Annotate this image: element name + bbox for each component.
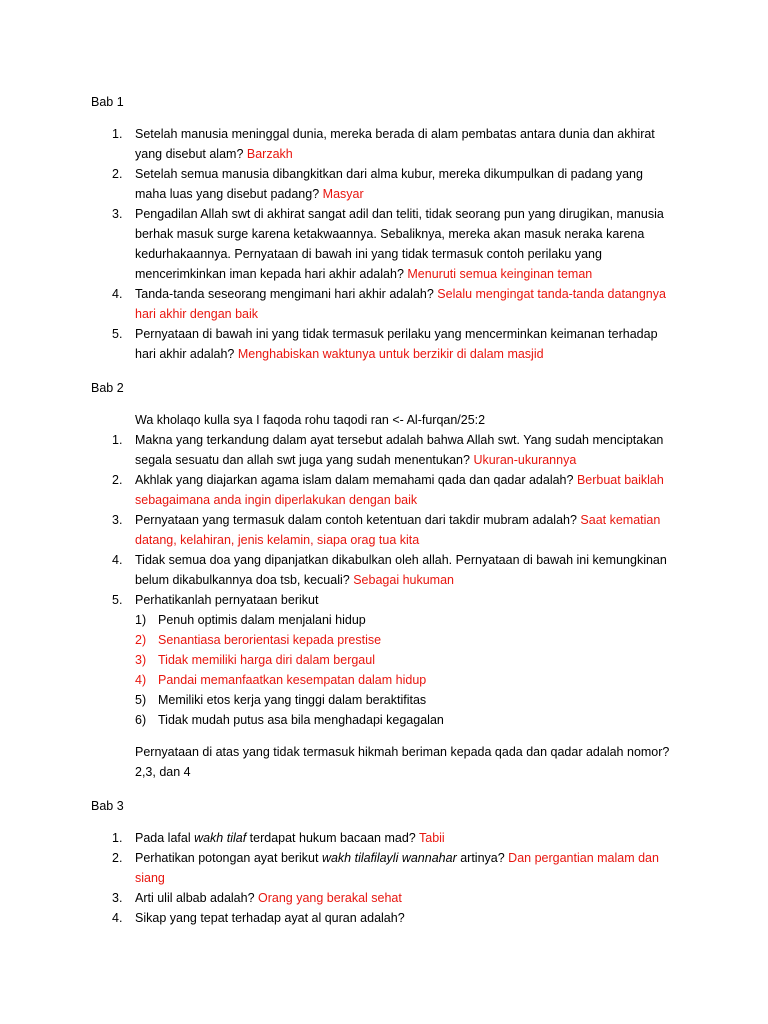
item-number: 2.: [112, 473, 123, 487]
question-text: Setelah manusia meninggal dunia, mereka berada di alam pembatas antara dunia dan akhirat: [135, 127, 655, 141]
answer-text: datang, kelahiran, jenis kelamin, siapa orag tua kita: [135, 533, 420, 547]
question-text: Makna yang terkandung dalam ayat tersebut adalah bahwa Allah swt. Yang sudah menciptakan: [135, 433, 664, 447]
sub-item-text: Penuh optimis dalam menjalani hidup: [158, 613, 366, 627]
sub-item-text: Tidak memiliki harga diri dalam bergaul: [158, 653, 375, 667]
sub-item-text: Pandai memanfaatkan kesempatan dalam hidup: [158, 673, 427, 687]
item-number: 2.: [112, 851, 123, 865]
answer-text: siang: [135, 871, 165, 885]
item-number: 4.: [112, 911, 123, 925]
item-number: 4.: [112, 553, 123, 567]
bab2-heading: Bab 2: [91, 381, 124, 395]
answer-text: Masyar: [322, 187, 364, 201]
question-text: segala sesuatu dan allah swt juga yang sudah menentukan? Ukuran-ukurannya: [135, 453, 577, 467]
item-number: 1.: [112, 831, 123, 845]
answer-text: Berbuat baiklah: [576, 473, 664, 487]
question-text: Arti ulil albab adalah? Orang yang berakal sehat: [135, 891, 402, 905]
item-number: 5.: [112, 327, 123, 341]
item-number: 3.: [112, 513, 123, 527]
sub-item-text: Tidak mudah putus asa bila menghadapi kegagalan: [158, 713, 444, 727]
verse-reference: Wa kholaqo kulla sya I faqoda rohu taqodi ran <- Al-furqan/25:2: [135, 413, 486, 427]
question-text: kedurhakaannya. Pernyataan di bawah ini yang tidak termasuk contoh perilaku yang: [135, 247, 602, 261]
item-number: 4.: [112, 287, 123, 301]
bab3-heading: Bab 3: [91, 799, 124, 813]
sub-number: 3): [135, 653, 147, 667]
question-text: maha luas yang disebut padang? Masyar: [135, 187, 364, 201]
sub-number: 2): [135, 633, 147, 647]
question-text: belum dikabulkannya doa tsb, kecuali? Sebagai hukuman: [135, 573, 454, 587]
question-text: mencerimkinkan iman kepada hari akhir adalah? Menuruti semua keinginan teman: [135, 267, 593, 281]
question-text: hari akhir adalah? Menghabiskan waktunya untuk berzikir di dalam masjid: [135, 347, 544, 361]
answer-text: Orang yang berakal sehat: [258, 891, 402, 905]
answer-text: Tabii: [419, 831, 445, 845]
question-text: Pada lafal wakh tilaf terdapat hukum bacaan mad? Tabii: [135, 831, 445, 845]
question-text: Pengadilan Allah swt di akhirat sangat adil dan teliti, tidak seorang pun yang dirugikan, manusia: [135, 207, 664, 221]
question-text: Tanda-tanda seseorang mengimani hari akhir adalah? Selalu mengingat tanda-tanda datangnya: [135, 287, 666, 301]
question-text: yang disebut alam? Barzakh: [135, 147, 293, 161]
item-number: 2.: [112, 167, 123, 181]
answer-text: Barzakh: [246, 147, 293, 161]
sub-number: 4): [135, 673, 147, 687]
answer-text: Ukuran-ukurannya: [473, 453, 577, 467]
bab1-heading: Bab 1: [91, 95, 124, 109]
sub-number: 1): [135, 613, 147, 627]
question-text: Setelah semua manusia dibangkitkan dari alma kubur, mereka dikumpulkan di padang yang: [135, 167, 643, 181]
question-text: Sikap yang tepat terhadap ayat al quran adalah?: [135, 911, 405, 925]
question-text: Pernyataan di atas yang tidak termasuk hikmah beriman kepada qada dan qadar adalah nomor?: [135, 745, 670, 759]
answer-text: sebagaimana anda ingin diperlakukan dengan baik: [135, 493, 418, 507]
question-text: Perhatikan potongan ayat berikut wakh tilafilayli wannahar artinya? Dan pergantian malam dan: [135, 851, 659, 865]
sub-number: 5): [135, 693, 147, 707]
answer-text: Sebagai hukuman: [353, 573, 454, 587]
question-text: Pernyataan di bawah ini yang tidak termasuk perilaku yang mencerminkan keimanan terhadap: [135, 327, 658, 341]
sub-number: 6): [135, 713, 147, 727]
question-text: Perhatikanlah pernyataan berikut: [135, 593, 319, 607]
item-number: 3.: [112, 891, 123, 905]
sub-item-text: Memiliki etos kerja yang tinggi dalam beraktifitas: [158, 693, 427, 707]
question-text: Akhlak yang diajarkan agama islam dalam memahami qada dan qadar adalah? Berbuat baiklah: [135, 473, 664, 487]
answer-text: Selalu mengingat tanda-tanda datangnya: [437, 287, 666, 301]
question-text: berhak masuk surge karena ketakwaannya. Sebaliknya, mereka akan masuk neraka karena: [135, 227, 645, 241]
answer-text: Menuruti semua keinginan teman: [407, 267, 593, 281]
item-number: 1.: [112, 127, 123, 141]
question-text: Pernyataan yang termasuk dalam contoh ketentuan dari takdir mubram adalah? Saat kematian: [135, 513, 661, 527]
answer-text: hari akhir dengan baik: [135, 307, 258, 321]
item-number: 3.: [112, 207, 123, 221]
answer-text: 2,3, dan 4: [135, 765, 191, 779]
question-text: Tidak semua doa yang dipanjatkan dikabulkan oleh allah. Pernyataan di bawah ini kemungkinan: [135, 553, 667, 567]
answer-text: Dan pergantian malam dan: [508, 851, 659, 865]
item-number: 5.: [112, 593, 123, 607]
item-number: 1.: [112, 433, 123, 447]
sub-item-text: Senantiasa berorientasi kepada prestise: [158, 633, 382, 647]
answer-text: Saat kematian: [580, 513, 661, 527]
answer-text: Menghabiskan waktunya untuk berzikir di dalam masjid: [237, 347, 544, 361]
